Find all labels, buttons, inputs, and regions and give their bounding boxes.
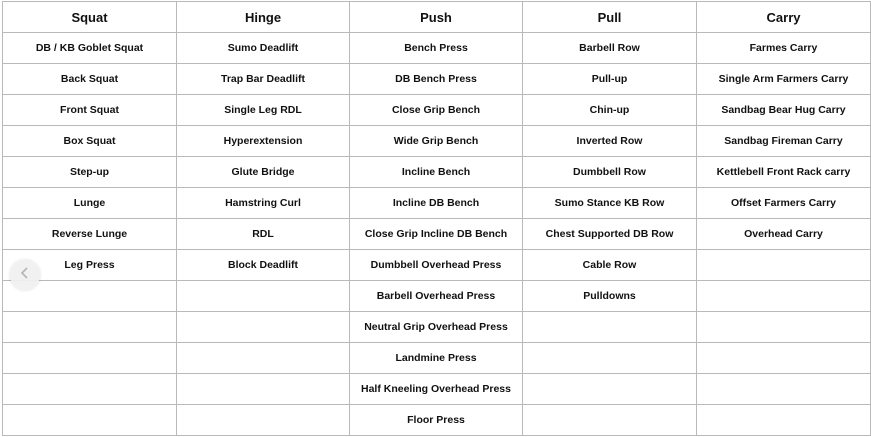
cell-hinge: RDL (177, 219, 350, 250)
cell-pull: Pull-up (523, 64, 697, 95)
cell-pull: Cable Row (523, 250, 697, 281)
cell-squat (3, 343, 177, 374)
cell-squat: Front Squat (3, 95, 177, 126)
chevron-left-icon (19, 266, 31, 284)
table-row (3, 64, 871, 95)
table-row (3, 157, 871, 188)
cell-squat (3, 405, 177, 436)
cell-carry: Single Arm Farmers Carry (697, 64, 871, 95)
cell-pull: Inverted Row (523, 126, 697, 157)
cell-carry (697, 250, 871, 281)
cell-push: Incline Bench (350, 157, 523, 188)
column-header-carry: Carry (697, 2, 871, 33)
table-row (3, 343, 871, 374)
cell-pull (523, 312, 697, 343)
cell-pull (523, 343, 697, 374)
cell-hinge: Hamstring Curl (177, 188, 350, 219)
table-row (3, 281, 871, 312)
exercise-table (2, 1, 871, 436)
table-row (3, 374, 871, 405)
column-header-squat: Squat (3, 2, 177, 33)
cell-squat: Reverse Lunge (3, 219, 177, 250)
cell-push: Close Grip Bench (350, 95, 523, 126)
cell-pull: Chin-up (523, 95, 697, 126)
cell-carry (697, 312, 871, 343)
cell-squat: Back Squat (3, 64, 177, 95)
cell-pull: Barbell Row (523, 33, 697, 64)
table-row (3, 33, 871, 64)
cell-push: Barbell Overhead Press (350, 281, 523, 312)
exercise-table-container (2, 1, 870, 436)
cell-carry: Farmes Carry (697, 33, 871, 64)
column-header-hinge: Hinge (177, 2, 350, 33)
cell-hinge: Hyperextension (177, 126, 350, 157)
cell-carry (697, 374, 871, 405)
cell-hinge (177, 405, 350, 436)
cell-squat: Leg Press (3, 250, 177, 281)
cell-carry: Overhead Carry (697, 219, 871, 250)
cell-pull (523, 374, 697, 405)
cell-push: Neutral Grip Overhead Press (350, 312, 523, 343)
cell-carry: Sandbag Fireman Carry (697, 126, 871, 157)
table-row (3, 219, 871, 250)
table-row (3, 188, 871, 219)
cell-hinge (177, 312, 350, 343)
column-header-push: Push (350, 2, 523, 33)
table-row (3, 126, 871, 157)
cell-push: Landmine Press (350, 343, 523, 374)
cell-carry (697, 405, 871, 436)
cell-hinge: Glute Bridge (177, 157, 350, 188)
table-row (3, 405, 871, 436)
cell-hinge (177, 374, 350, 405)
cell-carry: Sandbag Bear Hug Carry (697, 95, 871, 126)
cell-squat: Box Squat (3, 126, 177, 157)
cell-hinge (177, 281, 350, 312)
cell-squat: Lunge (3, 188, 177, 219)
table-row (3, 95, 871, 126)
table-row (3, 250, 871, 281)
cell-squat: Step-up (3, 157, 177, 188)
cell-squat: DB / KB Goblet Squat (3, 33, 177, 64)
cell-push: Incline DB Bench (350, 188, 523, 219)
cell-carry: Kettlebell Front Rack carry (697, 157, 871, 188)
cell-push: Half Kneeling Overhead Press (350, 374, 523, 405)
cell-squat (3, 312, 177, 343)
cell-carry: Offset Farmers Carry (697, 188, 871, 219)
table-body (3, 33, 871, 436)
cell-hinge (177, 343, 350, 374)
previous-slide-button[interactable] (10, 260, 40, 290)
cell-hinge: Trap Bar Deadlift (177, 64, 350, 95)
cell-push: Dumbbell Overhead Press (350, 250, 523, 281)
cell-carry (697, 343, 871, 374)
cell-push: DB Bench Press (350, 64, 523, 95)
cell-pull: Dumbbell Row (523, 157, 697, 188)
cell-pull: Chest Supported DB Row (523, 219, 697, 250)
cell-hinge: Sumo Deadlift (177, 33, 350, 64)
header-row (3, 2, 871, 33)
cell-push: Bench Press (350, 33, 523, 64)
cell-hinge: Single Leg RDL (177, 95, 350, 126)
cell-carry (697, 281, 871, 312)
cell-pull: Pulldowns (523, 281, 697, 312)
cell-push: Floor Press (350, 405, 523, 436)
cell-squat (3, 374, 177, 405)
cell-pull (523, 405, 697, 436)
cell-push: Close Grip Incline DB Bench (350, 219, 523, 250)
cell-hinge: Block Deadlift (177, 250, 350, 281)
column-header-pull: Pull (523, 2, 697, 33)
cell-push: Wide Grip Bench (350, 126, 523, 157)
table-row (3, 312, 871, 343)
cell-pull: Sumo Stance KB Row (523, 188, 697, 219)
